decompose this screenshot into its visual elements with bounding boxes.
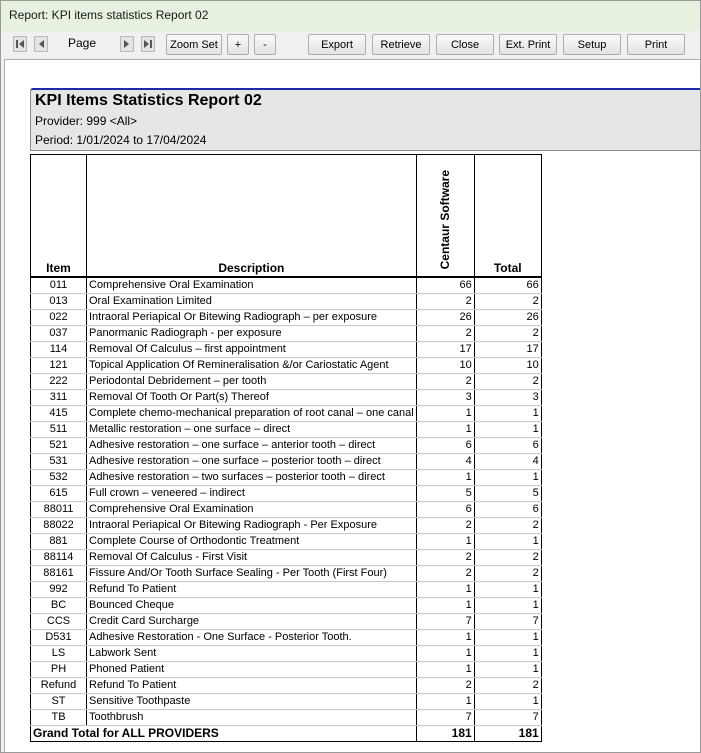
provider-value-cell: 2 [416,565,474,581]
description-cell: Adhesive restoration – two surfaces – posterior tooth – direct [87,469,417,485]
title-bar [1,1,700,31]
last-page-icon [143,39,153,49]
total-value-cell: 6 [474,501,541,517]
description-cell: Removal Of Calculus - First Visit [87,549,417,565]
total-value-cell: 3 [474,389,541,405]
close-button[interactable]: Close [436,34,494,55]
item-cell: Refund [31,677,87,693]
provider-value-cell: 10 [416,357,474,373]
provider-value-cell: 1 [416,661,474,677]
provider-value-cell: 1 [416,597,474,613]
item-cell: LS [31,645,87,661]
item-cell: 521 [31,437,87,453]
provider-value-cell: 1 [416,405,474,421]
window-title: Report: KPI items statistics Report 02 [9,8,209,22]
table-row [31,421,542,437]
table-row [31,581,542,597]
total-value-cell: 2 [474,373,541,389]
provider-value-cell: 4 [416,453,474,469]
table-row [31,645,542,661]
provider-value-cell: 3 [416,389,474,405]
description-cell: Adhesive Restoration - One Surface - Posterior Tooth. [87,629,417,645]
report-table [30,154,542,742]
table-row [31,549,542,565]
description-column-header: Description [87,155,417,277]
item-cell: 013 [31,293,87,309]
provider-value-cell: 5 [416,485,474,501]
table-row [31,277,542,294]
total-value-cell: 2 [474,325,541,341]
provider-value-cell: 7 [416,709,474,725]
grand-total-label: Grand Total for ALL PROVIDERS [31,725,417,741]
export-button[interactable]: Export [308,34,366,55]
grand-total-value: 181 [416,725,474,741]
report-header [30,88,700,151]
description-cell: Toothbrush [87,709,417,725]
table-row [31,661,542,677]
provider-value-cell: 1 [416,693,474,709]
provider-value-cell: 1 [416,629,474,645]
total-value-cell: 1 [474,629,541,645]
description-cell: Adhesive restoration – one surface – posterior tooth – direct [87,453,417,469]
provider-value-cell: 17 [416,341,474,357]
item-cell: 011 [31,277,87,294]
next-page-button[interactable] [120,36,134,52]
zoom-out-button[interactable]: - [254,34,276,55]
description-cell: Refund To Patient [87,581,417,597]
item-cell: 022 [31,309,87,325]
description-cell: Credit Card Surcharge [87,613,417,629]
item-cell: 311 [31,389,87,405]
description-cell: Oral Examination Limited [87,293,417,309]
table-row [31,437,542,453]
item-cell: PH [31,661,87,677]
description-cell: Adhesive restoration – one surface – anterior tooth – direct [87,437,417,453]
item-cell: 615 [31,485,87,501]
item-cell: 992 [31,581,87,597]
description-cell: Complete Course of Orthodontic Treatment [87,533,417,549]
total-value-cell: 6 [474,437,541,453]
description-cell: Phoned Patient [87,661,417,677]
item-cell: CCS [31,613,87,629]
total-value-cell: 1 [474,661,541,677]
provider-value-cell: 66 [416,277,474,294]
table-row [31,389,542,405]
provider-value-cell: 1 [416,533,474,549]
description-cell: Periodontal Debridement – per tooth [87,373,417,389]
description-cell: Complete chemo-mechanical preparation of root canal – one canal [87,405,417,421]
item-cell: 532 [31,469,87,485]
table-row [31,693,542,709]
description-cell: Intraoral Periapical Or Bitewing Radiograph – per exposure [87,309,417,325]
header-row [31,155,542,277]
next-page-icon [122,39,132,49]
total-value-cell: 1 [474,421,541,437]
table-row [31,597,542,613]
total-value-cell: 2 [474,565,541,581]
provider-value-cell: 6 [416,437,474,453]
provider-value-cell: 7 [416,613,474,629]
total-value-cell: 17 [474,341,541,357]
provider-value-cell: 1 [416,581,474,597]
period-line: Period: 1/01/2024 to 17/04/2024 [35,133,207,147]
description-cell: Refund To Patient [87,677,417,693]
provider-column-label: Centaur Software [438,170,453,270]
last-page-button[interactable] [141,36,155,52]
total-value-cell: 4 [474,453,541,469]
table-row [31,565,542,581]
table-row [31,629,542,645]
previous-page-button[interactable] [34,36,48,52]
table-row [31,613,542,629]
table-row [31,293,542,309]
total-column-header: Total [474,155,541,277]
item-cell: ST [31,693,87,709]
provider-value-cell: 1 [416,645,474,661]
provider-value-cell: 2 [416,677,474,693]
item-cell: 88161 [31,565,87,581]
item-cell: 222 [31,373,87,389]
first-page-icon [15,39,25,49]
first-page-button[interactable] [13,36,27,52]
item-cell: 88011 [31,501,87,517]
item-cell: 415 [31,405,87,421]
retrieve-button[interactable]: Retrieve [372,34,430,55]
provider-line: Provider: 999 <All> [35,114,138,128]
zoom-in-button[interactable]: + [227,34,249,55]
description-cell: Removal Of Tooth Or Part(s) Thereof [87,389,417,405]
item-cell: 037 [31,325,87,341]
total-value-cell: 10 [474,357,541,373]
provider-value-cell: 1 [416,469,474,485]
provider-column-header [416,155,474,277]
item-cell: 88114 [31,549,87,565]
grand-total-row [31,725,542,741]
description-cell: Intraoral Periapical Or Bitewing Radiograph - Per Exposure [87,517,417,533]
report-title: KPI Items Statistics Report 02 [35,92,262,109]
description-cell: Topical Application Of Remineralisation &/or Cariostatic Agent [87,357,417,373]
description-cell: Sensitive Toothpaste [87,693,417,709]
total-value-cell: 1 [474,597,541,613]
description-cell: Full crown – veneered – indirect [87,485,417,501]
item-column-header: Item [31,155,87,277]
zoom-set-button[interactable]: Zoom Set [166,34,222,55]
table-row [31,357,542,373]
table-row [31,405,542,421]
provider-value-cell: 2 [416,549,474,565]
total-value-cell: 2 [474,293,541,309]
ext-print-button[interactable]: Ext. Print [499,34,557,55]
toolbar [1,31,700,59]
table-row [31,469,542,485]
table-row [31,517,542,533]
total-value-cell: 2 [474,549,541,565]
total-value-cell: 5 [474,485,541,501]
setup-button[interactable]: Setup [563,34,621,55]
provider-value-cell: 2 [416,373,474,389]
description-cell: Metallic restoration – one surface – direct [87,421,417,437]
total-value-cell: 2 [474,517,541,533]
previous-page-icon [36,39,46,49]
table-row [31,709,542,725]
table-row [31,485,542,501]
item-cell: 531 [31,453,87,469]
page-label: Page [68,36,97,50]
total-value-cell: 7 [474,709,541,725]
total-value-cell: 1 [474,405,541,421]
item-cell: TB [31,709,87,725]
item-cell: 121 [31,357,87,373]
item-cell: 114 [31,341,87,357]
description-cell: Comprehensive Oral Examination [87,277,417,294]
provider-value-cell: 1 [416,421,474,437]
provider-value-cell: 2 [416,517,474,533]
total-value-cell: 1 [474,693,541,709]
item-cell: 511 [31,421,87,437]
table-row [31,373,542,389]
description-cell: Removal Of Calculus – first appointment [87,341,417,357]
item-cell: BC [31,597,87,613]
table-row [31,677,542,693]
item-cell: 88022 [31,517,87,533]
total-value-cell: 1 [474,645,541,661]
total-value-cell: 2 [474,677,541,693]
print-button[interactable]: Print [627,34,685,55]
table-row [31,341,542,357]
total-value-cell: 26 [474,309,541,325]
table-row [31,501,542,517]
description-cell: Panormanic Radiograph - per exposure [87,325,417,341]
provider-value-cell: 26 [416,309,474,325]
table-row [31,453,542,469]
provider-value-cell: 2 [416,293,474,309]
total-value-cell: 7 [474,613,541,629]
total-value-cell: 1 [474,533,541,549]
grand-total-total: 181 [474,725,541,741]
table-row [31,325,542,341]
total-value-cell: 1 [474,581,541,597]
table-row [31,533,542,549]
description-cell: Bounced Cheque [87,597,417,613]
total-value-cell: 66 [474,277,541,294]
description-cell: Fissure And/Or Tooth Surface Sealing - Per Tooth (First Four) [87,565,417,581]
total-value-cell: 1 [474,469,541,485]
item-cell: 881 [31,533,87,549]
description-cell: Labwork Sent [87,645,417,661]
report-viewport[interactable] [4,59,700,752]
item-cell: D531 [31,629,87,645]
provider-value-cell: 2 [416,325,474,341]
provider-value-cell: 6 [416,501,474,517]
description-cell: Comprehensive Oral Examination [87,501,417,517]
table-row [31,309,542,325]
